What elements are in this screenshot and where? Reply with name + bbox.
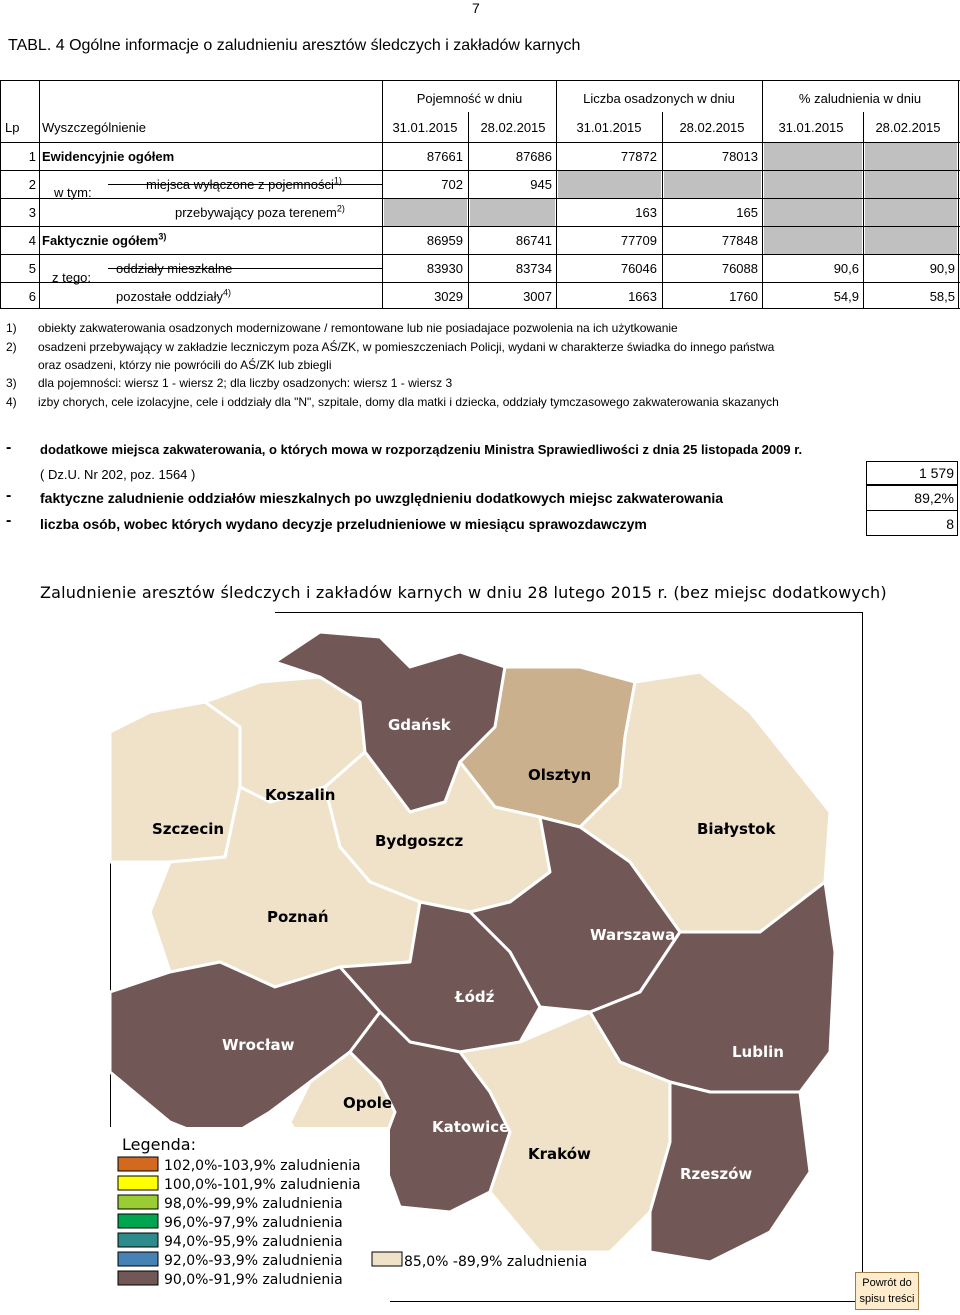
row-label: pozostałe oddziały$^{4)}$ xyxy=(116,287,231,304)
cell-value: 54,9 xyxy=(833,289,859,304)
city-label: Wrocław xyxy=(222,1036,295,1054)
row-group-label: z tego: xyxy=(52,270,92,285)
cell-value: 3007 xyxy=(523,289,552,304)
cell-value: 1663 xyxy=(628,289,657,304)
cell-value: 87686 xyxy=(515,149,552,164)
header-date: 28.02.2015 xyxy=(480,120,546,135)
header-date: 31.01.2015 xyxy=(778,120,844,135)
header-date: 31.01.2015 xyxy=(576,120,642,135)
cell-value: 87661 xyxy=(426,149,463,164)
row-lp: 6 xyxy=(28,289,36,304)
dash: - xyxy=(6,439,12,456)
cell-value: 76088 xyxy=(721,261,758,276)
city-label: Białystok xyxy=(697,820,776,838)
row-lp: 1 xyxy=(28,149,36,164)
city-label: Łódź xyxy=(455,988,495,1006)
city-label: Gdańsk xyxy=(388,716,451,734)
row-lp: 5 xyxy=(28,261,36,276)
legend-label: 100,0%-101,9% zaludnienia xyxy=(164,1177,361,1193)
city-label: Katowice xyxy=(432,1118,510,1136)
header-date: 31.01.2015 xyxy=(392,120,458,135)
row-lp: 3 xyxy=(28,205,36,220)
legend-label: 94,0%-95,9% zaludnienia xyxy=(164,1234,343,1250)
cell-value: 163 xyxy=(635,205,657,220)
cell-value: 78013 xyxy=(721,149,758,164)
legend-label: 92,0%-93,9% zaludnienia xyxy=(164,1253,343,1269)
header-date: 28.02.2015 xyxy=(875,120,941,135)
legend-swatch xyxy=(118,1157,158,1171)
legend-label: 96,0%-97,9% zaludnienia xyxy=(164,1215,343,1231)
cell-value: 83930 xyxy=(426,261,463,276)
dash: - xyxy=(6,512,12,529)
legend-swatch xyxy=(118,1252,158,1266)
row-lp: 2 xyxy=(28,177,36,192)
row-group-label: w tym: xyxy=(54,185,92,200)
cell-value: 86741 xyxy=(515,233,552,248)
table-title: TABL. 4 Ogólne informacje o zaludnieniu aresztów śledczych i zakładów karnych xyxy=(8,37,581,54)
cell-value: 76046 xyxy=(620,261,657,276)
dash: - xyxy=(6,487,12,504)
city-label: Szczecin xyxy=(152,820,225,838)
city-label: Koszalin xyxy=(265,786,336,804)
cell-value: 77872 xyxy=(620,149,657,164)
map-title: Zaludnienie aresztów śledczych i zakładów karnych w dniu 28 lutego 2015 r. (bez miejsc dodatkowych) xyxy=(40,583,887,602)
legend-swatch xyxy=(118,1176,158,1190)
header-lp: Lp xyxy=(5,120,20,135)
city-label: Warszawa xyxy=(590,926,676,944)
cell-value: 90,6 xyxy=(833,261,859,276)
cell-value: 3029 xyxy=(434,289,463,304)
legend-swatch xyxy=(372,1252,402,1266)
region-szczecin xyxy=(110,702,240,862)
cell-value: 945 xyxy=(530,177,552,192)
legend-title: Legenda: xyxy=(122,1135,196,1154)
legend-swatch xyxy=(118,1271,158,1285)
poland-map xyxy=(110,612,863,1302)
cell-value: 83734 xyxy=(515,261,552,276)
cell-value: 90,9 xyxy=(929,261,955,276)
cell-value: 1760 xyxy=(729,289,758,304)
row-label: miejsca wyłączone z pojemności$^{1)}$ xyxy=(146,175,342,192)
page-number: 7 xyxy=(472,0,480,16)
row-label: przebywający poza terenem$^{2)}$ xyxy=(175,203,345,220)
city-label: Olsztyn xyxy=(528,766,592,784)
legend-swatch xyxy=(118,1195,158,1209)
row-lp: 4 xyxy=(28,233,36,248)
header-inmates: Liczba osadzonych w dniu xyxy=(583,91,735,106)
extra-line: liczba osób, wobec których wydano decyzje przeludnieniowe w miesiącu sprawozdawczym xyxy=(40,516,647,532)
extra-value: 8 xyxy=(866,510,958,536)
header-date: 28.02.2015 xyxy=(679,120,745,135)
extra-line: dodatkowe miejsca zakwaterowania, o których mowa w rozporządzeniu Ministra Sprawiedliwości z dnia 25 listopada 2009 r. xyxy=(40,442,803,457)
cell-value: 58,5 xyxy=(929,289,955,304)
row-label: Ewidencyjnie ogółem xyxy=(42,149,175,164)
row-label: oddziały mieszkalne xyxy=(116,261,233,276)
header-occupancy: % zaludnienia w dniu xyxy=(798,91,922,106)
extra-line: faktyczne zaludnienie oddziałów mieszkalnych po uwzględnieniu dodatkowych miejsc zakwaterowania xyxy=(40,490,724,506)
cell-value: 165 xyxy=(736,205,758,220)
legend-label: 98,0%-99,9% zaludnienia xyxy=(164,1196,343,1212)
header-capacity: Pojemność w dniu xyxy=(416,91,523,106)
city-label: Opole xyxy=(343,1094,393,1112)
legend-label: 90,0%-91,9% zaludnienia xyxy=(164,1272,343,1288)
header-description: Wyszczególnienie xyxy=(42,120,146,135)
row-label: Faktycznie ogółem$^{3)}$ xyxy=(42,231,167,248)
cell-value: 77848 xyxy=(721,233,758,248)
extra-value: 89,2% xyxy=(866,485,958,511)
cell-value: 77709 xyxy=(620,233,657,248)
cell-value: 86959 xyxy=(426,233,463,248)
city-label: Lublin xyxy=(732,1043,784,1061)
city-label: Poznań xyxy=(267,908,329,926)
extra-line: ( Dz.U. Nr 202, poz. 1564 ) xyxy=(40,467,196,482)
legend-swatch xyxy=(118,1214,158,1228)
city-label: Kraków xyxy=(528,1145,591,1163)
legend-label: 102,0%-103,9% zaludnienia xyxy=(164,1158,361,1174)
cell-value: 702 xyxy=(441,177,463,192)
city-label: Bydgoszcz xyxy=(375,832,464,850)
extra-value: 1 579 xyxy=(866,461,958,485)
legend-label: 85,0% -89,9% zaludnienia xyxy=(404,1254,588,1270)
legend-swatch xyxy=(118,1233,158,1247)
city-label: Rzeszów xyxy=(680,1165,753,1183)
back-to-contents-button[interactable]: Powrót do spisu treści xyxy=(855,1272,919,1310)
